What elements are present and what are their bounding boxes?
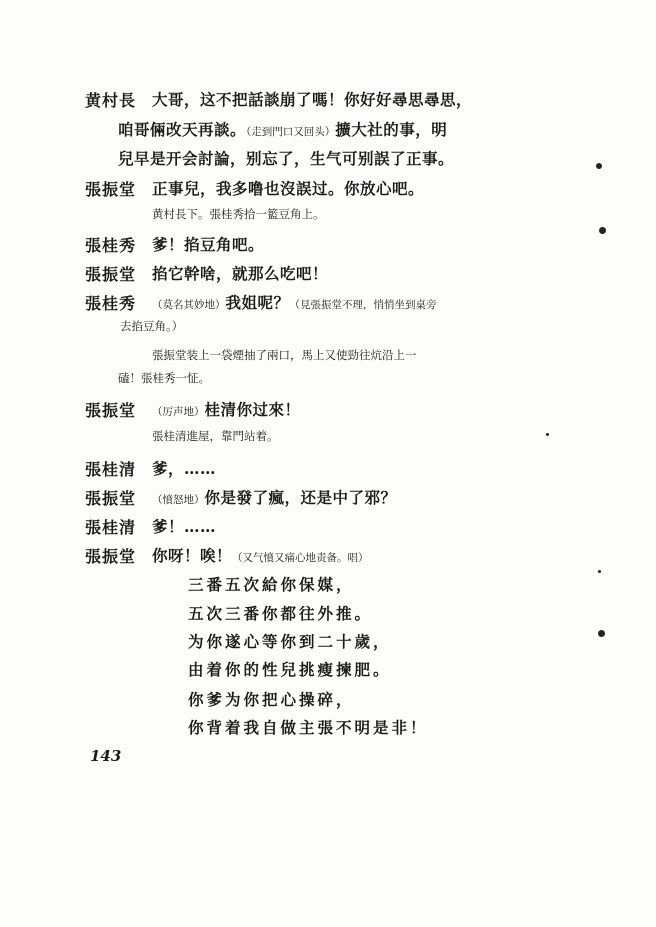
dialogue-text: 咱哥倆改天再談。 <box>118 120 247 139</box>
speaker-label: 張桂秀 <box>85 294 137 313</box>
dialogue-text: 擴大社的事，明 <box>335 120 448 139</box>
song-verse-line: 三番五次給你保媒， <box>188 575 355 594</box>
scan-dot <box>596 163 602 169</box>
stage-direction: （又气憤又痛心地责备。唱） <box>232 552 369 564</box>
dialogue-line: 爹，…… <box>152 459 217 478</box>
song-verse-line: 五次三番你都往外推。 <box>188 604 374 623</box>
speaker-label: 張振堂 <box>85 401 137 420</box>
dialogue-line <box>152 291 437 313</box>
stage-direction: 黄村長下。張桂秀拾一籃豆角上。 <box>152 207 325 221</box>
song-verse-line: 由着你的性兒挑瘦揀肥。 <box>188 660 392 679</box>
dialogue-text: 桂清你过來！ <box>204 400 301 419</box>
stage-direction: （厉声地） <box>152 406 205 418</box>
speaker-label: 張桂清 <box>85 460 137 479</box>
speaker-label: 張振堂 <box>85 265 137 284</box>
speaker-label: 張桂清 <box>85 518 137 537</box>
scan-dot <box>546 433 549 436</box>
stage-direction: （見張振堂不理，悄悄坐到桌旁 <box>289 299 437 311</box>
song-verse-line: 为你遂心等你到二十歲， <box>188 632 392 651</box>
dialogue-line <box>152 398 301 420</box>
song-verse-line: 你爹为你把心操碎， <box>188 690 355 709</box>
speaker-label: 張振堂 <box>85 489 137 508</box>
stage-direction: （憤怒地） <box>152 494 205 506</box>
stage-direction: （走到門口又回头） <box>246 126 336 138</box>
page-number: 143 <box>90 747 122 765</box>
stage-direction: 張桂清進屋，靠門站着。 <box>152 429 279 443</box>
dialogue-text: 你是發了瘋，还是中了邪？ <box>204 488 397 507</box>
scan-dot <box>599 227 606 234</box>
dialogue-line: 正事兒，我多噜也沒誤过。你放心吧。 <box>152 179 425 198</box>
dialogue-line: 爹！掐豆角吧。 <box>152 235 265 254</box>
dialogue-line: 大哥，这不把話談崩了嗎！你好好尋思尋思， <box>152 90 473 109</box>
dialogue-line <box>152 486 397 508</box>
stage-direction: （莫名其妙地） <box>152 299 226 311</box>
scan-dot <box>598 630 605 637</box>
speaker-label: 張振堂 <box>85 547 137 566</box>
dialogue-line: 爹！…… <box>152 517 217 536</box>
dialogue-line: 兒早是开会討論，别忘了，生气可别誤了正事。 <box>118 149 455 168</box>
dialogue-line <box>118 118 447 140</box>
speaker-label: 張振堂 <box>85 180 137 199</box>
speaker-label: 黄村長 <box>85 91 137 110</box>
dialogue-text: 我姐呢？ <box>225 293 290 312</box>
scan-dot <box>598 570 601 573</box>
dialogue-line: 掐它幹啥，就那么吃吧！ <box>152 264 329 283</box>
stage-direction: 磕！張桂秀一怔。 <box>118 371 210 385</box>
dialogue-line <box>152 544 369 566</box>
stage-direction: 去掐豆角。） <box>120 319 184 333</box>
song-verse-line: 你背着我自做主張不明是非！ <box>188 718 429 737</box>
speaker-label: 張桂秀 <box>85 236 137 255</box>
stage-direction: 張振堂装上一袋煙抽了兩口，馬上又使勁往炕沿上一 <box>152 348 417 362</box>
dialogue-text: 你呀！唉！ <box>152 546 233 565</box>
